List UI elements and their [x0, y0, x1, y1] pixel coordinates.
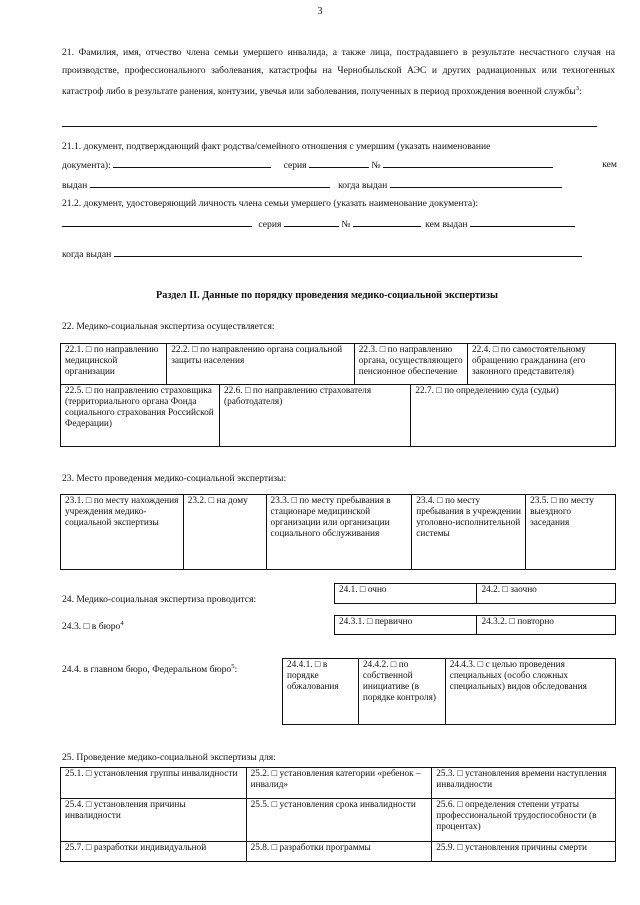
item-22-title: 22. Медико-социальная экспертиза осуществляется: — [62, 321, 275, 332]
issued-label: выдан — [62, 180, 88, 191]
footnote-4: 4 — [120, 620, 124, 627]
item-22-2-cell[interactable]: 22.2. □ по направлению органа социальной защиты населения — [167, 344, 355, 385]
item-24-title: 24. Медико-социальная экспертиза проводится: — [62, 594, 257, 605]
item-23-title: 23. Место проведения медико-социальной экспертизы: — [62, 473, 287, 484]
item-24-mode-table — [334, 583, 616, 604]
item-25-8-cell[interactable]: 25.8. □ разработки программы — [246, 842, 432, 862]
item-21-label: 21. Фамилия, имя, отчество члена семьи умершего инвалида, а также лица, пострадавшего в результате несчастного случая на производстве, профессионального заболевания, катастрофы на Чернобыльской АЭС и других радиационных или техногенных катастроф либо в результате ранения, контузии, увечья или заболевания, полученных в период прохождения военной службы — [62, 47, 615, 98]
item-24-4-1-cell[interactable]: 24.4.1. □ в порядке обжалования — [283, 659, 359, 725]
item-25-9-cell[interactable]: 25.9. □ установления причины смерти — [432, 842, 616, 862]
series-field-2[interactable] — [284, 218, 339, 227]
item-22-4-cell[interactable]: 22.4. □ по самостоятельному обращению гражданина (его законного представителя) — [468, 344, 616, 385]
item-21-1-line1: 21.1. документ, подтверждающий факт родства/семейного отношения с умершим (указать наименование — [62, 141, 491, 152]
item-24-3-label — [62, 620, 124, 633]
item-25-3-cell[interactable]: 25.3. □ установления времени наступления инвалидности — [432, 768, 616, 799]
item-22-5-cell[interactable]: 22.5. □ по направлению страховщика (территориального органа Фонда социального страхования Российской Федерации) — [61, 385, 220, 447]
number-label: № — [371, 160, 381, 171]
item-25-4-cell[interactable]: 25.4. □ установления причины инвалидности — [61, 799, 247, 842]
when-issued-label: когда выдан — [338, 180, 388, 191]
item-21-2-line2 — [62, 218, 617, 231]
item-24-3-1-cell[interactable]: 24.3.1. □ первично — [335, 616, 477, 635]
item-21-answer-line[interactable] — [62, 126, 597, 127]
issued-by-field-2[interactable] — [470, 218, 575, 227]
series-field[interactable] — [309, 159, 369, 168]
item-24-2-cell[interactable]: 24.2. □ заочно — [477, 584, 616, 604]
item-23-1-cell[interactable]: 23.1. □ по месту нахождения учреждения медико-социальной экспертизы — [61, 495, 184, 570]
doc-label: документа): — [62, 160, 111, 171]
item-21-text — [62, 44, 615, 101]
item-22-7-cell[interactable]: 22.7. □ по определению суда (судьи) — [411, 385, 616, 447]
number-field-2[interactable] — [353, 218, 421, 227]
item-24-1-cell[interactable]: 24.1. □ очно — [335, 584, 477, 604]
item-22-table — [60, 343, 616, 447]
item-25-table — [60, 767, 616, 862]
when-issued-label-2: когда выдан — [62, 249, 112, 260]
number-field[interactable] — [383, 159, 553, 168]
item-25-1-cell[interactable]: 25.1. □ установления группы инвалидности — [61, 768, 247, 799]
item-24-3-text[interactable]: 24.3. □ в бюро — [62, 621, 121, 633]
issued-by-label-2: кем выдан — [425, 219, 468, 230]
item-24-4-2-cell[interactable]: 24.4.2. □ по собственной инициативе (в порядке контроля) — [358, 659, 445, 725]
page-number: 3 — [317, 6, 323, 17]
item-25-5-cell[interactable]: 25.5. □ установления срока инвалидности — [246, 799, 432, 842]
item-24-4-colon: : — [234, 664, 238, 676]
item-21-1-line3 — [62, 179, 617, 192]
when-issued-field[interactable] — [390, 179, 562, 188]
issued-by-label: кем — [602, 159, 617, 170]
item-24-4-label — [62, 663, 237, 676]
doc-name-field[interactable] — [113, 159, 271, 168]
item-24-4-3-cell[interactable]: 24.4.3. □ с целью проведения специальных (особо сложных специальных) видов обследования — [445, 659, 615, 725]
item-24-4-table — [282, 658, 616, 725]
item-25-6-cell[interactable]: 25.6. □ определения степени утраты профессиональной трудоспособности (в процентах) — [432, 799, 616, 842]
doc-name-field-2[interactable] — [62, 218, 252, 227]
item-24-3-2-cell[interactable]: 24.3.2. □ повторно — [477, 616, 616, 635]
footnote-3: 3 — [575, 85, 579, 92]
item-21-2-line3 — [62, 248, 617, 261]
item-23-3-cell[interactable]: 23.3. □ по месту пребывания в стационаре медицинской организации или организации социального обслуживания — [266, 495, 412, 570]
item-23-2-cell[interactable]: 23.2. □ на дому — [183, 495, 266, 570]
item-24-4-text: 24.4. в главном бюро, Федеральном бюро — [62, 664, 232, 676]
item-25-title: 25. Проведение медико-социальной экспертизы для: — [62, 752, 276, 763]
item-21-1-line2 — [62, 159, 617, 172]
item-23-5-cell[interactable]: 23.5. □ по месту выездного заседания — [526, 495, 616, 570]
issued-by-field[interactable] — [90, 179, 330, 188]
series-label: серия — [283, 160, 307, 171]
item-25-7-cell[interactable]: 25.7. □ разработки индивидуальной — [61, 842, 247, 862]
item-24-3-table — [334, 615, 616, 635]
item-23-4-cell[interactable]: 23.4. □ по месту пребывания в учреждении уголовно-исполнительной системы — [412, 495, 526, 570]
item-25-2-cell[interactable]: 25.2. □ установления категории «ребенок – инвалид» — [246, 768, 432, 799]
series-label-2: серия — [258, 219, 282, 230]
number-label-2: № — [341, 219, 351, 230]
footnote-5: 5 — [231, 663, 235, 670]
item-21-2-line1: 21.2. документ, удостоверяющий личность члена семьи умершего (указать наименование документа): — [62, 198, 479, 209]
item-23-table — [60, 494, 616, 570]
item-22-1-cell[interactable]: 22.1. □ по направлению медицинской организации — [61, 344, 167, 385]
item-21-colon: : — [578, 86, 582, 98]
section-2-title: Раздел II. Данные по порядку проведения медико-социальной экспертизы — [156, 290, 498, 301]
item-22-3-cell[interactable]: 22.3. □ по направлению органа, осуществляющего пенсионное обеспечение — [354, 344, 467, 385]
item-22-6-cell[interactable]: 22.6. □ по направлению страхователя (работодателя) — [220, 385, 411, 447]
when-issued-field-2[interactable] — [114, 248, 582, 257]
